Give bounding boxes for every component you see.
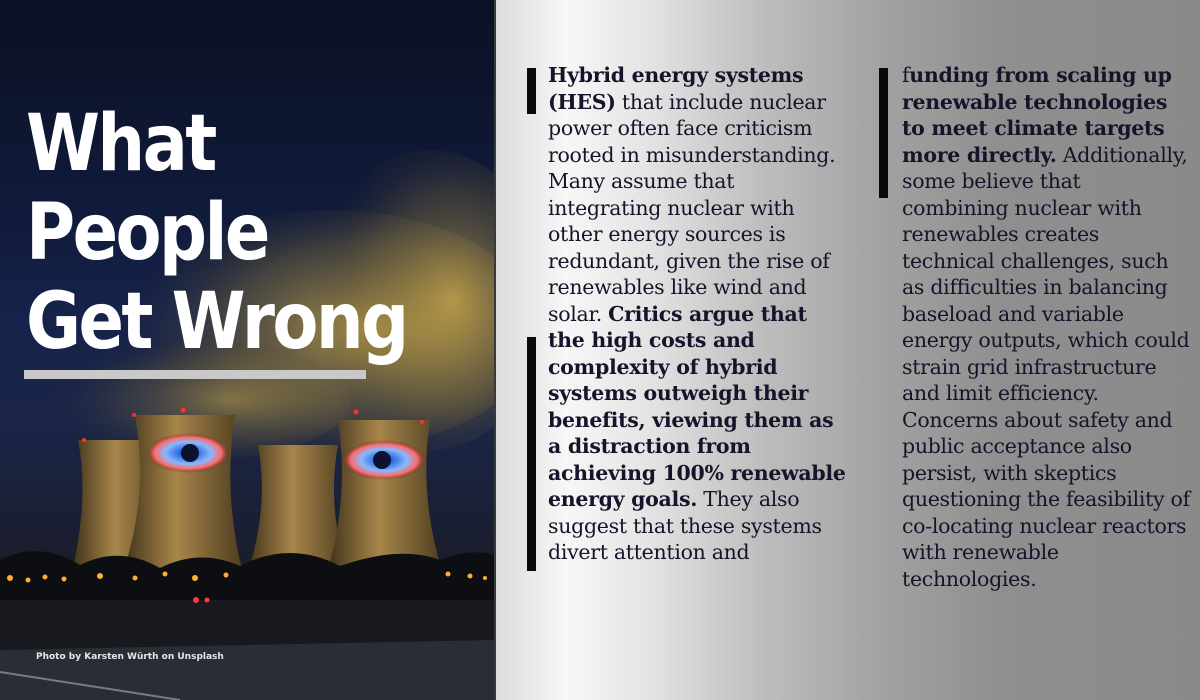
continuation-letter: f: [902, 63, 910, 87]
body-text: that include nuclear power often face criticism rooted in misunderstanding. Many assume that integrating nuclear with other energy sources is redundant, given the rise of renewables like wind and solar.: [548, 89, 836, 326]
headline-line-1: What: [26, 99, 215, 189]
accent-bar: [527, 68, 536, 114]
page-headline: [26, 100, 407, 367]
highlight-bold-text: unding from scaling up renewable technologies to meet climate targets more directly.: [902, 63, 1172, 167]
article-column-1: [548, 62, 848, 566]
lead-bold-text: Hybrid energy systems (HES): [548, 63, 804, 114]
article-column-2: [902, 62, 1192, 592]
road: [0, 640, 494, 700]
headline-underline: [24, 370, 366, 379]
accent-bar: [879, 68, 888, 198]
accent-bar: [527, 337, 536, 571]
body-text: They also suggest that these systems divert attention and: [548, 487, 822, 564]
body-text: Additionally, some believe that combining nuclear with renewables creates technical challenges, such as difficulties in balancing baseload and variable energy outputs, which could strain grid infrastructure and limit efficiency. Concerns about safety and public acceptance also persist, with skeptics questioning the feasibility of co-locating nuclear reactors with renewable technologies.: [902, 142, 1190, 591]
photo-credit: Photo by Karsten Würth on Unsplash: [36, 652, 224, 662]
headline-line-2: People: [26, 188, 268, 278]
headline-line-3: Get Wrong: [26, 277, 407, 367]
highlight-bold-text: Critics argue that the high costs and complexity of hybrid systems outweigh their benefits, viewing them as a distraction from achieving 100% renewable energy goals.: [548, 301, 846, 511]
hero-photo: [0, 0, 494, 700]
